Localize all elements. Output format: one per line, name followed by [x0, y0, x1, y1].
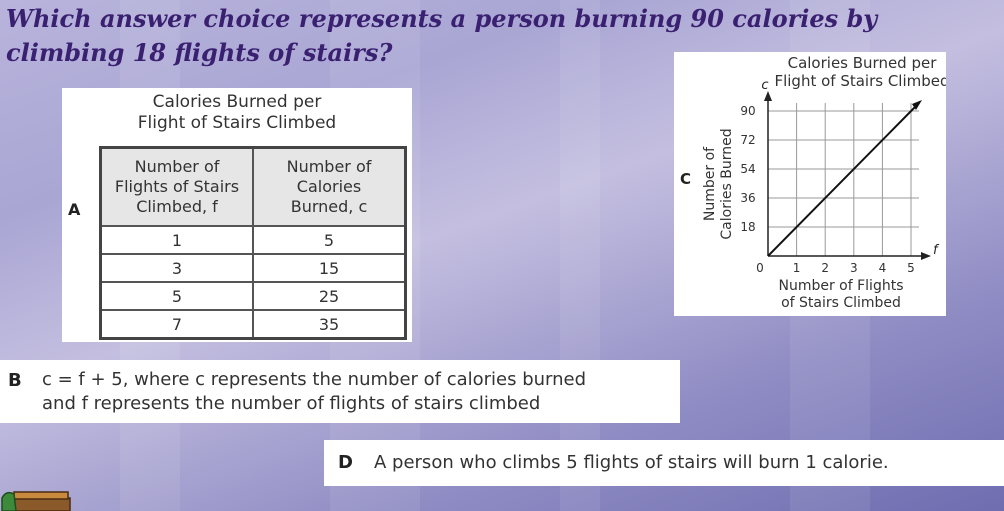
x-tick-label: 5: [907, 261, 915, 275]
chart-title-line: Calories Burned per: [787, 54, 937, 72]
table-cell: 35: [253, 310, 406, 339]
table-row: [101, 226, 406, 254]
y-tick-label: 72: [740, 133, 756, 147]
x-axis-label-line: of Stairs Climbed: [781, 295, 901, 311]
x-tick-label: 3: [849, 261, 858, 275]
y-variable-label: c: [761, 78, 769, 93]
y-tick-label: 18: [740, 220, 756, 234]
teacher-desk-icon: [0, 484, 72, 511]
option-b-line-2: and f represents the number of flights of stairs climbed: [42, 393, 541, 414]
option-a-panel[interactable]: [62, 88, 412, 342]
option-d-letter: D: [338, 452, 353, 473]
y-axis-label-line: Number of: [702, 146, 718, 222]
table-cell: 5: [253, 226, 406, 254]
option-a-table-title: Calories Burned per Flight of Stairs Climbed: [137, 92, 337, 133]
option-c-letter: C: [680, 170, 692, 188]
option-c-panel[interactable]: [674, 52, 946, 316]
x-tick-label: 1: [792, 261, 801, 275]
question-text: Which answer choice represents a person burning 90 calories by climbing 18 flights of stairs?: [6, 4, 878, 67]
x-tick-label: 4: [878, 261, 887, 275]
x-axis-label-line: Number of Flights: [778, 278, 904, 294]
y-tick-label: 90: [740, 104, 756, 118]
table-cell: 3: [101, 254, 254, 282]
table-row: [101, 310, 406, 339]
option-a-table: [99, 146, 407, 340]
table-header-flights: Number of Flights of Stairs Climbed, f: [101, 148, 254, 227]
origin-label: 0: [756, 261, 764, 275]
series-line: [768, 105, 917, 256]
x-variable-label: f: [933, 243, 938, 258]
y-tick-label: 54: [740, 162, 756, 176]
option-c-chart: [674, 52, 946, 316]
y-axis-label-line: Calories Burned: [719, 128, 735, 240]
table-cell: 15: [253, 254, 406, 282]
chart-title-line: Flight of Stairs Climbed: [774, 72, 946, 90]
table-cell: 5: [101, 282, 254, 310]
option-d-panel[interactable]: [324, 440, 1004, 486]
y-tick-label: 36: [740, 191, 756, 205]
x-axis-arrow: [921, 252, 931, 260]
table-cell: 7: [101, 310, 254, 339]
table-row: [101, 254, 406, 282]
table-cell: 1: [101, 226, 254, 254]
option-a-letter: A: [68, 200, 81, 219]
table-cell: 25: [253, 282, 406, 310]
option-b-line-1: c = f + 5, where c represents the number of calories burned: [42, 369, 587, 390]
x-tick-label: 2: [821, 261, 830, 275]
option-b-letter: B: [8, 370, 22, 391]
option-b-panel[interactable]: [0, 360, 680, 423]
table-header-calories: Number of Calories Burned, c: [253, 148, 406, 227]
option-d-text: A person who climbs 5 flights of stairs will burn 1 calorie.: [374, 452, 889, 473]
table-row: [101, 282, 406, 310]
